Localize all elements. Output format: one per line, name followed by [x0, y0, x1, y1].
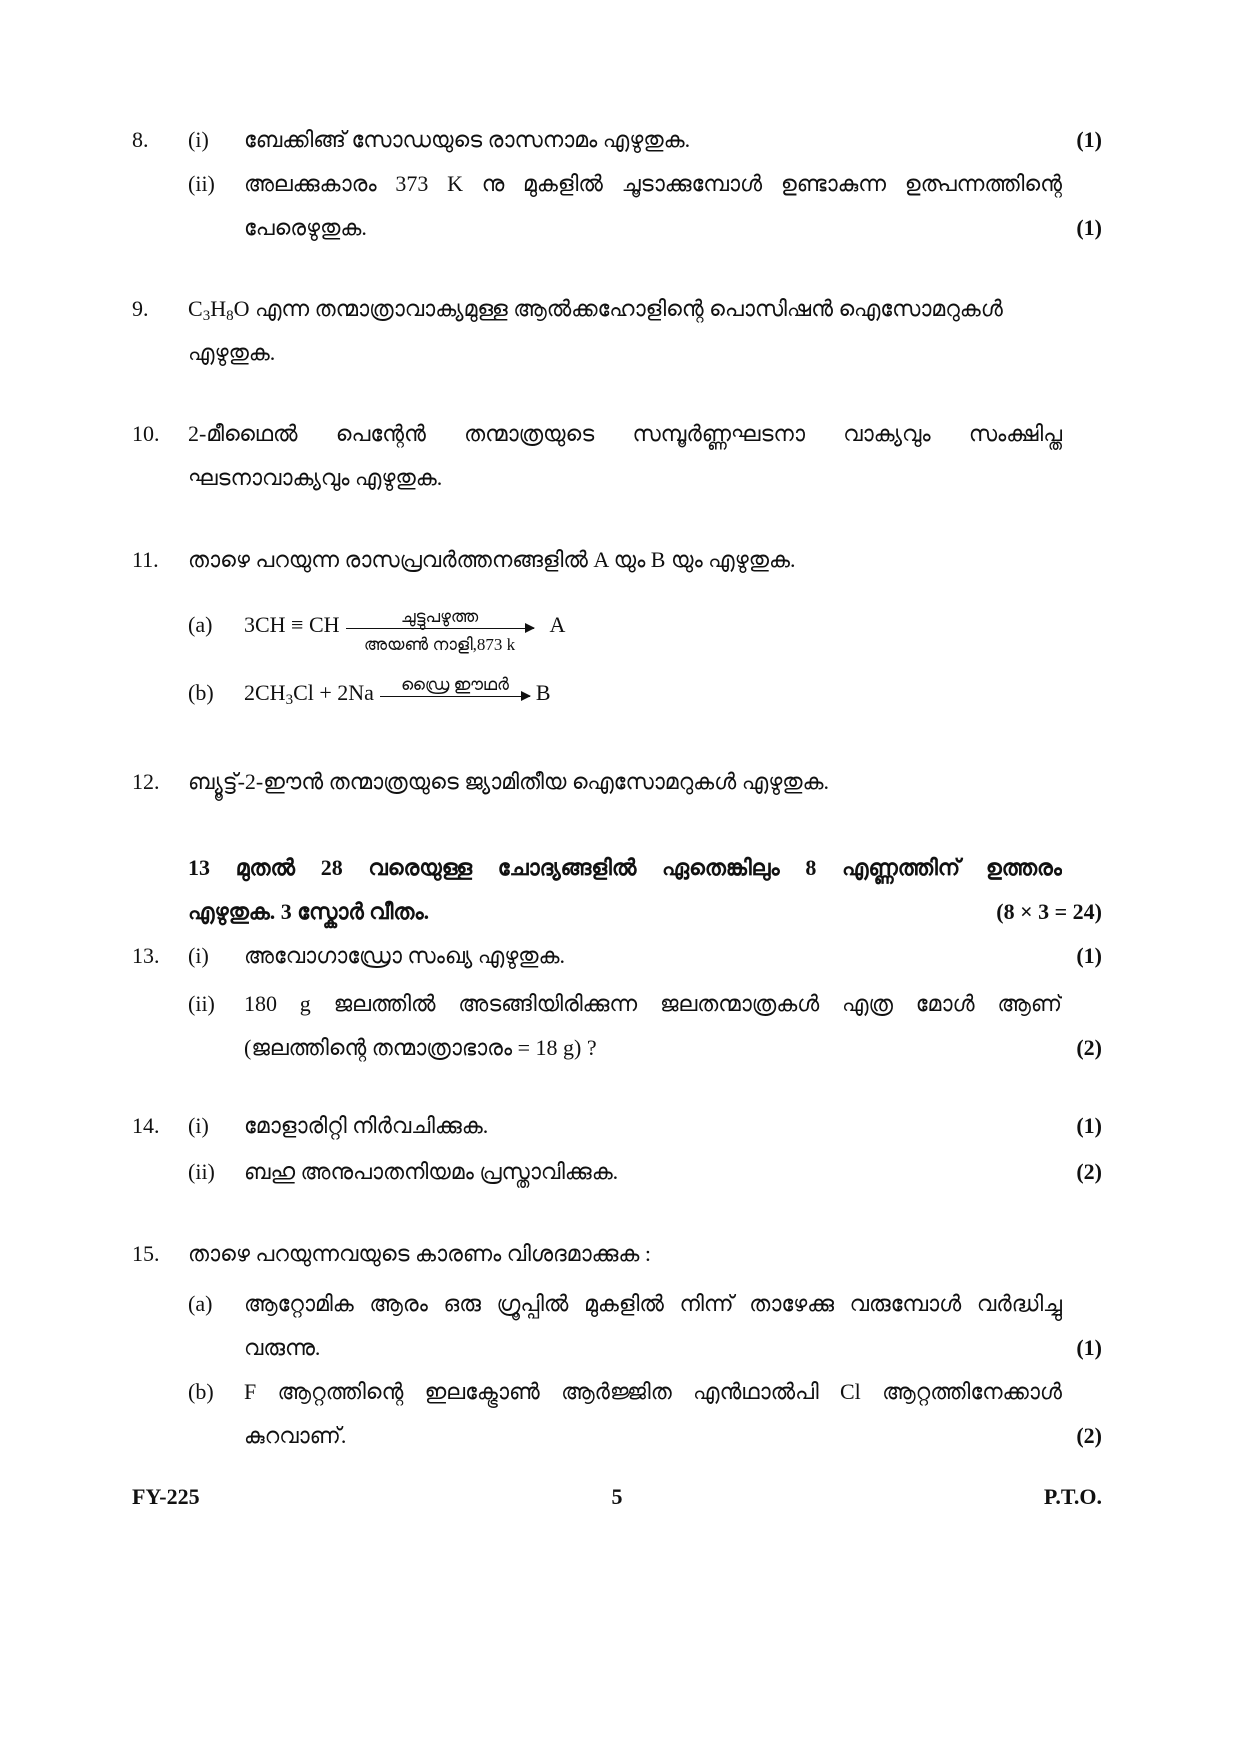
marks: (1) [1076, 215, 1102, 240]
subpart-label: (b) [188, 1379, 214, 1404]
section-marks: (8 × 3 = 24) [996, 899, 1102, 924]
subpart-label: (i) [188, 943, 209, 968]
question-text: അലക്കുകാരം 373 K നു മുകളിൽ ചൂടാക്കുമ്പോൾ ഉണ്ടാകുന്ന ഉത്പന്നത്തിന്റെ [244, 171, 1062, 196]
subpart-label: (ii) [188, 1159, 215, 1184]
question-12 [132, 760, 1102, 804]
question-text: ബ്യൂട്ട്-2-ഈൻ തന്മാത്രയുടെ ജ്യാമിതീയ ഐസോമറുകൾ എഴുതുക. [188, 769, 830, 794]
product: A [549, 612, 566, 637]
arrow-condition-below: അയൺ നാളി,873 k [363, 635, 516, 655]
question-text: താഴെ പറയുന്ന രാസപ്രവർത്തനങ്ങളിൽ A യും B യും എഴുതുക. [188, 547, 796, 572]
marks: (2) [1076, 1035, 1102, 1060]
reaction-a [132, 600, 1102, 655]
question-number: 13. [132, 943, 160, 968]
question-text: 180 g ജലത്തിൽ അടങ്ങിയിരിക്കുന്ന ജലതന്മാത്രകൾ എത്ര മോൾ ആണ് [244, 991, 1062, 1016]
subpart-label: (a) [188, 612, 213, 637]
subpart-label: (i) [188, 1113, 209, 1138]
marks: (2) [1076, 1423, 1102, 1448]
question-text: ബേക്കിങ്ങ് സോഡയുടെ രാസനാമം എഴുതുക. [244, 127, 691, 152]
question-text: 2-മീഥൈൽ പെന്റേൻ തന്മാത്രയുടെ സമ്പൂർണ്ണഘടനാ വാക്യവും സംക്ഷിപ്ത [188, 421, 1062, 446]
question-8 [132, 118, 1102, 250]
reaction-arrow [346, 607, 534, 655]
question-number: 11. [132, 547, 159, 572]
question-14 [132, 1104, 1102, 1194]
reactants: 3CH ≡ CH [244, 612, 340, 637]
question-text: താഴെ പറയുന്നവയുടെ കാരണം വിശദമാക്കുക : [188, 1241, 651, 1266]
marks: (1) [1076, 127, 1102, 152]
marks: (1) [1076, 1335, 1102, 1360]
pto-label: P.T.O. [1043, 1484, 1102, 1509]
subpart-label: (i) [188, 127, 209, 152]
question-9 [132, 287, 1102, 375]
question-text: F ആറ്റത്തിന്റെ ഇലക്ട്രോൺ ആർജ്ജിത എൻഥാൽപി Cl ആറ്റത്തിനേക്കാൾ [244, 1379, 1062, 1404]
arrow-condition-above: ചുട്ടുപഴുത്ത [400, 607, 479, 627]
paper-code: FY-225 [132, 1484, 200, 1509]
question-number: 15. [132, 1241, 160, 1266]
instruction-text: 13 മുതൽ 28 വരെയുള്ള ചോദ്യങ്ങളിൽ ഏതെങ്കിലും 8 എണ്ണത്തിന് ഉത്തരം [188, 855, 1062, 880]
marks: (2) [1076, 1159, 1102, 1184]
marks: (1) [1076, 943, 1102, 968]
reaction-b [132, 668, 1102, 718]
question-text: (ജലത്തിന്റെ തന്മാത്രാഭാരം = 18 g) ? [244, 1035, 597, 1060]
page-number: 5 [611, 1484, 623, 1509]
reaction-equation [244, 600, 566, 655]
question-number: 8. [132, 127, 149, 152]
instruction-text: എഴുതുക. 3 സ്കോർ വീതം. [188, 899, 430, 924]
reaction-arrow [380, 675, 530, 695]
question-11 [132, 538, 1102, 582]
subpart-label: (a) [188, 1291, 213, 1316]
subpart-label: (ii) [188, 171, 215, 196]
question-number: 9. [132, 296, 149, 321]
reaction-equation: $2CH_3Cl + 2Na$ ഡ്രൈ ഈഥർ B [244, 675, 551, 708]
question-15 [132, 1232, 1102, 1458]
question-number: 14. [132, 1113, 160, 1138]
question-number: 10. [132, 421, 160, 446]
question-text: ബഹു അനുപാതനിയമം പ്രസ്താവിക്കുക. [244, 1159, 619, 1184]
subpart-label: (b) [188, 680, 214, 705]
product: B [535, 680, 551, 705]
question-text: ഘടനാവാക്യവും എഴുതുക. [188, 465, 443, 490]
subpart-label: (ii) [188, 991, 215, 1016]
question-13 [132, 934, 1102, 1070]
question-text: കുറവാണ്. [244, 1423, 347, 1448]
marks: (1) [1076, 1113, 1102, 1138]
question-text: മോളാരിറ്റി നിർവചിക്കുക. [244, 1113, 489, 1138]
page-footer [132, 1484, 1102, 1514]
arrow-condition-above: ഡ്രൈ ഈഥർ [400, 675, 509, 695]
question-text: $C_3H_8O$ എന്ന തന്മാത്രാവാക്യമുള്ള ആൽക്കഹോളിന്റെ പൊസിഷൻ ഐസോമറുകൾ [188, 296, 1003, 324]
question-text: എഴുതുക. [188, 340, 276, 365]
question-text: അവോഗാഡ്രോ സംഖ്യ എഴുതുക. [244, 943, 566, 968]
question-number: 12. [132, 769, 160, 794]
question-10 [132, 412, 1102, 500]
question-text: വരുന്നു. [244, 1335, 321, 1360]
question-text: പേരെഴുതുക. [244, 215, 367, 240]
question-text: ആറ്റോമിക ആരം ഒരു ഗ്രൂപ്പിൽ മുകളിൽ നിന്ന് താഴേക്കു വരുമ്പോൾ വർദ്ധിച്ചു [244, 1291, 1062, 1316]
section-instruction [132, 846, 1102, 934]
